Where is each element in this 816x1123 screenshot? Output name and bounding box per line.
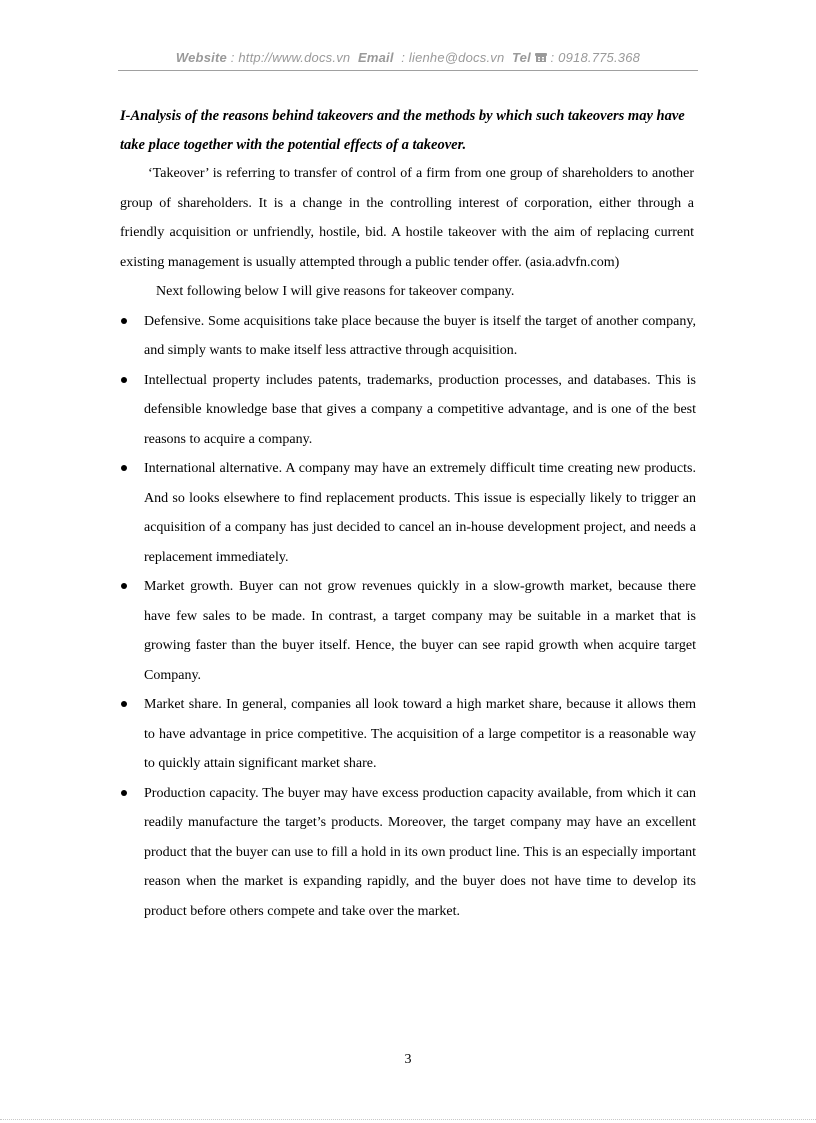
takeover-definition-paragraph: ‘Takeover’ is referring to transfer of control of a firm from one group of shareholders to another group of shareholders. It is a change in the controlling interest of corporation, either through a friendly acquisition or unfriendly, hostile, bid. A hostile takeover with the aim of replacing current existing management is usually attempted through a public tender offer. (asia.advfn.com) [120, 166, 694, 270]
page-bottom-border [0, 1119, 816, 1120]
bullet-icon [121, 377, 127, 383]
list-item-text: Intellectual property includes patents, trademarks, production processes, and databases. This is defensible knowledge base that gives a company a competitive advantage, and is one of the best reasons to acquire a company. [144, 372, 696, 447]
bullet-icon [121, 583, 127, 589]
list-item [120, 307, 696, 366]
website-label: Website [175, 50, 227, 65]
bullet-icon [121, 318, 127, 324]
list-item-text: Market share. In general, companies all look toward a high market share, because it allows them to have advantage in price competitive. The acquisition of a large competitor is a reasonable way to quickly attain significant market share. [144, 697, 696, 771]
reasons-list [120, 307, 696, 927]
reasons-intro: Next following below I will give reasons for takeover company. [156, 284, 515, 299]
list-item [120, 454, 696, 572]
list-item [120, 572, 696, 690]
email-label: Email [357, 50, 394, 65]
header-divider [118, 70, 698, 71]
website-value: : http://www.docs.vn [230, 50, 351, 65]
tel-label: Tel [512, 50, 531, 65]
page-number: 3 [404, 1052, 412, 1067]
email-value: : lienhe@docs.vn [401, 50, 505, 65]
list-item [120, 779, 696, 927]
list-item-text: Market growth. Buyer can not grow revenues quickly in a slow-growth market, because there have few sales to be made. In contrast, a target company may be suitable in a market that is growing faster than the buyer itself. Hence, the buyer can see rapid growth when acquire target Company. [144, 579, 696, 683]
bullet-icon [121, 790, 127, 796]
phone-icon [535, 50, 551, 65]
bullet-icon [121, 701, 127, 707]
document-body [120, 159, 694, 926]
section-heading: I-Analysis of the reasons behind takeovers and the methods by which such takeovers may have take place together with the potential effects of a takeover. [120, 108, 685, 153]
list-item-text: Defensive. Some acquisitions take place because the buyer is itself the target of another company, and simply wants to make itself less attractive through acquisition. [144, 313, 696, 358]
list-item-text: International alternative. A company may have an extremely difficult time creating new products. And so looks elsewhere to find replacement products. This issue is especially likely to trigger an acquisition of a company has just decided to cancel an in-house development project, and needs a replacement immediately. [144, 461, 696, 565]
bullet-icon [121, 465, 127, 471]
page-header [118, 50, 698, 65]
list-item [120, 690, 696, 779]
list-item [120, 366, 696, 455]
tel-value: : 0918.775.368 [550, 50, 641, 65]
list-item-text: Production capacity. The buyer may have excess production capacity available, from which it can readily manufacture the target’s products. Moreover, the target company may have an excellent product that the buyer can use to fill a hold in its own product line. This is an especially important reason when the market is expanding rapidly, and the buyer does not have time to develop its product before others compete and take over the market. [144, 785, 696, 919]
